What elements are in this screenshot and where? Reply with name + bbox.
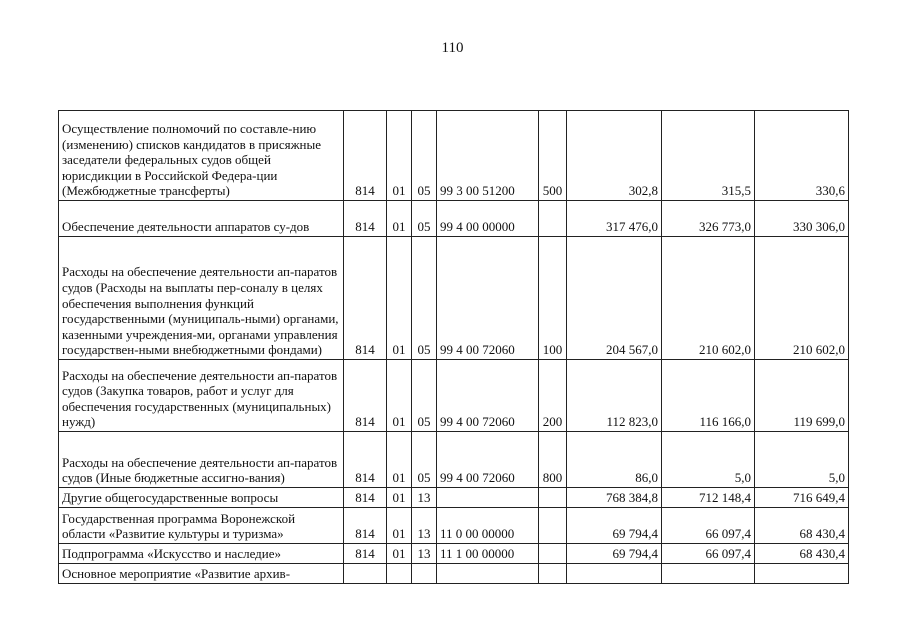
subsection-code: 05 (412, 237, 437, 360)
table-row (59, 237, 849, 360)
grbs-code: 814 (344, 111, 387, 201)
table-row (59, 544, 849, 564)
subsection-code: 13 (412, 508, 437, 544)
target-article-code: 11 0 00 00000 (437, 508, 539, 544)
target-article-code: 99 3 00 51200 (437, 111, 539, 201)
amount-year-1: 768 384,8 (567, 488, 662, 508)
amount-year-3 (755, 564, 849, 584)
table-row (59, 432, 849, 488)
target-article-code: 99 4 00 72060 (437, 237, 539, 360)
expense-type-code (539, 564, 567, 584)
page-number: 110 (441, 40, 464, 56)
target-article-code: 99 4 00 72060 (437, 360, 539, 432)
section-code: 01 (387, 360, 412, 432)
row-description: Расходы на обеспечение деятельности ап-паратов судов (Иные бюджетные ассигно-вания) (59, 432, 344, 488)
amount-year-2: 326 773,0 (662, 201, 755, 237)
amount-year-3: 68 430,4 (755, 544, 849, 564)
table-row (59, 111, 849, 201)
amount-year-3: 330,6 (755, 111, 849, 201)
amount-year-2: 712 148,4 (662, 488, 755, 508)
row-description: Другие общегосударственные вопросы (59, 488, 344, 508)
table-row (59, 360, 849, 432)
amount-year-3: 5,0 (755, 432, 849, 488)
subsection-code: 05 (412, 360, 437, 432)
section-code: 01 (387, 544, 412, 564)
amount-year-3: 330 306,0 (755, 201, 849, 237)
grbs-code: 814 (344, 201, 387, 237)
amount-year-1: 204 567,0 (567, 237, 662, 360)
expense-type-code (539, 508, 567, 544)
subsection-code: 05 (412, 201, 437, 237)
section-code (387, 564, 412, 584)
amount-year-1: 86,0 (567, 432, 662, 488)
amount-year-1: 112 823,0 (567, 360, 662, 432)
row-description: Подпрограмма «Искусство и наследие» (59, 544, 344, 564)
amount-year-2: 66 097,4 (662, 544, 755, 564)
amount-year-3: 68 430,4 (755, 508, 849, 544)
amount-year-3: 716 649,4 (755, 488, 849, 508)
subsection-code (412, 564, 437, 584)
grbs-code: 814 (344, 488, 387, 508)
expense-type-code (539, 488, 567, 508)
subsection-code: 05 (412, 432, 437, 488)
amount-year-1: 69 794,4 (567, 508, 662, 544)
amount-year-3: 210 602,0 (755, 237, 849, 360)
amount-year-1: 317 476,0 (567, 201, 662, 237)
section-code: 01 (387, 201, 412, 237)
table-row (59, 508, 849, 544)
amount-year-2: 116 166,0 (662, 360, 755, 432)
amount-year-3: 119 699,0 (755, 360, 849, 432)
row-description: Обеспечение деятельности аппаратов су-дов (59, 201, 344, 237)
expense-type-code: 100 (539, 237, 567, 360)
expense-type-code: 200 (539, 360, 567, 432)
expense-type-code: 800 (539, 432, 567, 488)
row-description: Основное мероприятие «Развитие архив- (59, 564, 344, 584)
amount-year-1 (567, 564, 662, 584)
budget-table (58, 110, 849, 584)
table-row (59, 564, 849, 584)
grbs-code: 814 (344, 432, 387, 488)
amount-year-1: 69 794,4 (567, 544, 662, 564)
section-code: 01 (387, 488, 412, 508)
grbs-code (344, 564, 387, 584)
amount-year-1: 302,8 (567, 111, 662, 201)
target-article-code: 99 4 00 72060 (437, 432, 539, 488)
amount-year-2: 66 097,4 (662, 508, 755, 544)
amount-year-2: 5,0 (662, 432, 755, 488)
target-article-code (437, 564, 539, 584)
section-code: 01 (387, 432, 412, 488)
expense-type-code (539, 201, 567, 237)
subsection-code: 05 (412, 111, 437, 201)
row-description: Осуществление полномочий по составле-нию (изменению) списков кандидатов в присяжные заседатели федеральных судов общей юрисдикции в Российской Федера-ции (Межбюджетные трансферты) (59, 111, 344, 201)
section-code: 01 (387, 111, 412, 201)
grbs-code: 814 (344, 508, 387, 544)
grbs-code: 814 (344, 237, 387, 360)
expense-type-code (539, 544, 567, 564)
amount-year-2: 315,5 (662, 111, 755, 201)
row-description: Государственная программа Воронежской области «Развитие культуры и туризма» (59, 508, 344, 544)
table-row (59, 488, 849, 508)
section-code: 01 (387, 237, 412, 360)
subsection-code: 13 (412, 544, 437, 564)
target-article-code (437, 488, 539, 508)
section-code: 01 (387, 508, 412, 544)
row-description: Расходы на обеспечение деятельности ап-паратов судов (Закупка товаров, работ и услуг для обеспечения государственных (муниципальных) нужд) (59, 360, 344, 432)
grbs-code: 814 (344, 360, 387, 432)
table-row (59, 201, 849, 237)
target-article-code: 99 4 00 00000 (437, 201, 539, 237)
expense-type-code: 500 (539, 111, 567, 201)
target-article-code: 11 1 00 00000 (437, 544, 539, 564)
subsection-code: 13 (412, 488, 437, 508)
row-description: Расходы на обеспечение деятельности ап-паратов судов (Расходы на выплаты пер-соналу в целях обеспечения выполнения функций государственными (муниципаль-ными) органами, казенными учреждения-ми, органами управления государствен-ными внебюджетными фондами) (59, 237, 344, 360)
amount-year-2: 210 602,0 (662, 237, 755, 360)
grbs-code: 814 (344, 544, 387, 564)
amount-year-2 (662, 564, 755, 584)
